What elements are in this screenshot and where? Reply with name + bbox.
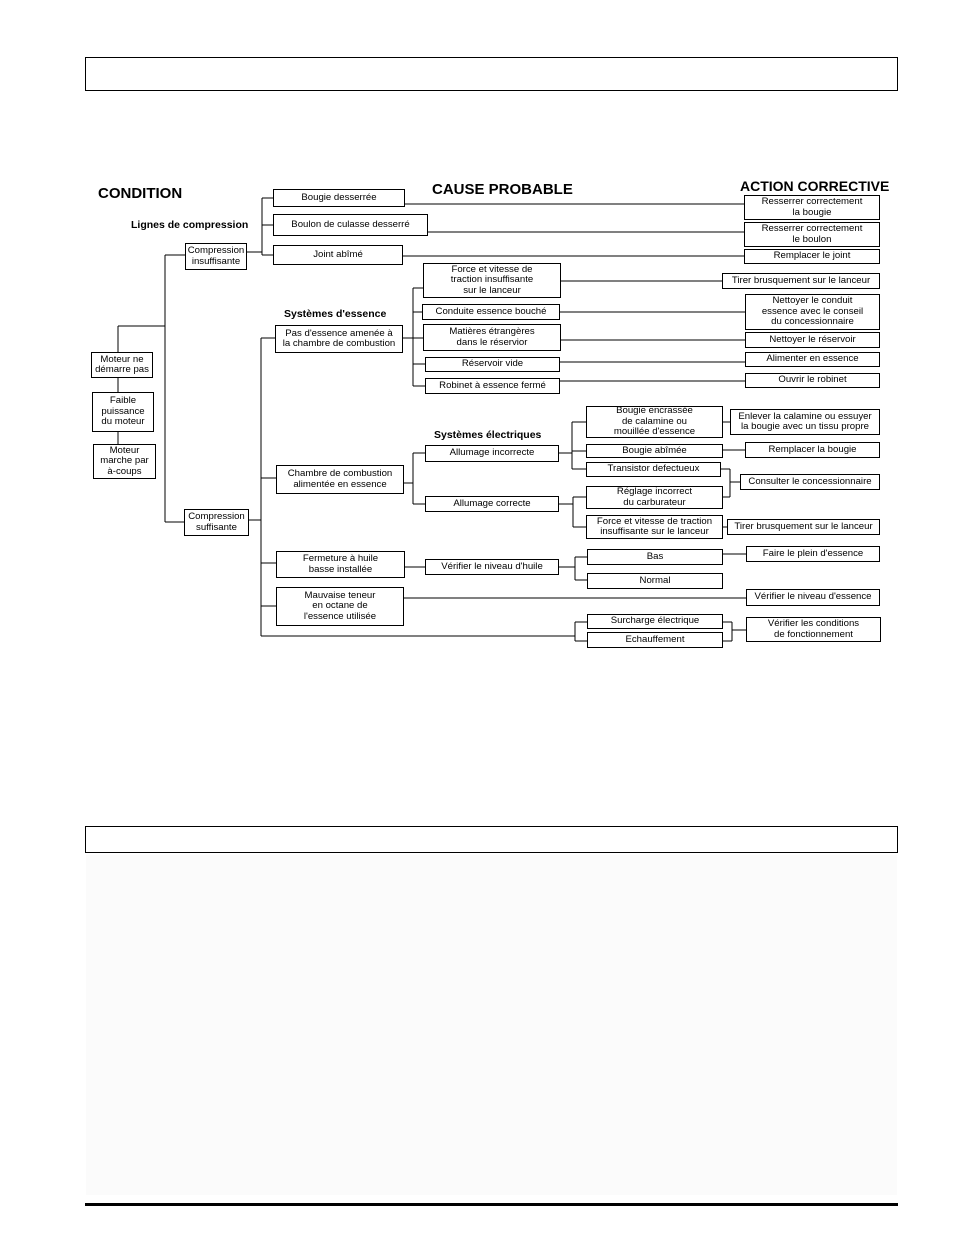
cause-boulon-culasse: Boulon de culasse desserré bbox=[273, 214, 428, 236]
cause-pas-essence: Pas d'essence amenée à la chambre de combustion bbox=[275, 325, 403, 353]
cause-verifier-huile: Vérifier le niveau d'huile bbox=[425, 559, 559, 575]
heading-cause: CAUSE PROBABLE bbox=[432, 181, 573, 198]
cause-surcharge: Surcharge électrique bbox=[587, 614, 723, 629]
cause-force-traction: Force et vitesse de traction insuffisante sur le lanceur bbox=[586, 515, 723, 539]
cause-bougie-abimee: Bougie abîmée bbox=[586, 444, 723, 458]
action-verifier-essence: Vérifier le niveau d'essence bbox=[746, 589, 880, 606]
cause-bas: Bas bbox=[587, 549, 723, 565]
compression-insufficient: Compression insuffisante bbox=[185, 243, 247, 270]
heading-condition: CONDITION bbox=[98, 185, 183, 202]
cause-echauffement: Echauffement bbox=[587, 632, 723, 648]
cause-force-vitesse: Force et vitesse de traction insuffisante sur le lanceur bbox=[423, 263, 561, 298]
cause-bougie-encrassee: Bougie encrassée de calamine ou mouillée d'essence bbox=[586, 406, 723, 438]
cause-bougie-desserree: Bougie desserrée bbox=[273, 189, 405, 207]
action-nettoyer-conduit: Nettoyer le conduit essence avec le conseil du concessionnaire bbox=[745, 294, 880, 330]
condition-no-start: Moteur ne démarre pas bbox=[91, 352, 153, 378]
heading-compression-lines: Lignes de compression bbox=[131, 219, 249, 231]
heading-electric-systems: Systèmes électriques bbox=[434, 429, 542, 441]
action-enlever-calamine: Enlever la calamine ou essuyer la bougie avec un tissu propre bbox=[730, 409, 880, 435]
compression-sufficient: Compression suffisante bbox=[184, 509, 249, 536]
heading-action: ACTION CORRECTIVE bbox=[740, 178, 890, 194]
cause-allumage-correcte: Allumage correcte bbox=[425, 496, 559, 512]
cause-reglage-carbu: Réglage incorrect du carburateur bbox=[586, 486, 723, 509]
action-nettoyer-reservoir: Nettoyer le réservoir bbox=[745, 332, 880, 348]
action-tirer-lanceur-1: Tirer brusquement sur le lanceur bbox=[722, 273, 880, 289]
action-resserrer-bougie: Resserrer correctement la bougie bbox=[744, 195, 880, 220]
cause-mauvaise-octane: Mauvaise teneur en octane de l'essence utilisée bbox=[276, 587, 404, 626]
heading-fuel-systems: Systèmes d'essence bbox=[284, 308, 387, 320]
action-plein-essence: Faire le plein d'essence bbox=[746, 546, 880, 562]
action-resserrer-boulon: Resserrer correctement le boulon bbox=[744, 222, 880, 247]
condition-runs-rough: Moteur marche par à-coups bbox=[93, 444, 156, 479]
cause-normal: Normal bbox=[587, 573, 723, 589]
cause-allumage-incorrecte: Allumage incorrecte bbox=[425, 445, 559, 462]
action-tirer-lanceur-2: Tirer brusquement sur le lanceur bbox=[727, 519, 880, 535]
cause-fermeture-huile: Fermeture à huile basse installée bbox=[276, 551, 405, 578]
action-verifier-conditions: Vérifier les conditions de fonctionnement bbox=[746, 617, 881, 642]
condition-low-power: Faible puissance du moteur bbox=[92, 392, 154, 432]
cause-joint-abime: Joint abîmé bbox=[273, 245, 403, 265]
action-remplacer-bougie: Remplacer la bougie bbox=[745, 442, 880, 458]
action-remplacer-joint: Remplacer le joint bbox=[744, 249, 880, 264]
cause-robinet-ferme: Robinet à essence fermé bbox=[425, 378, 560, 394]
cause-reservoir-vide: Réservoir vide bbox=[425, 357, 560, 372]
cause-transistor: Transistor defectueux bbox=[586, 462, 721, 477]
action-ouvrir-robinet: Ouvrir le robinet bbox=[745, 373, 880, 388]
action-alimenter: Alimenter en essence bbox=[745, 352, 880, 367]
cause-conduite-bouchee: Conduite essence bouché bbox=[422, 304, 560, 320]
cause-matieres-etrangeres: Matières étrangères dans le réservior bbox=[423, 324, 561, 351]
cause-chambre-alimentee: Chambre de combustion alimentée en essence bbox=[276, 465, 404, 494]
action-consulter: Consulter le concessionnaire bbox=[740, 474, 880, 490]
